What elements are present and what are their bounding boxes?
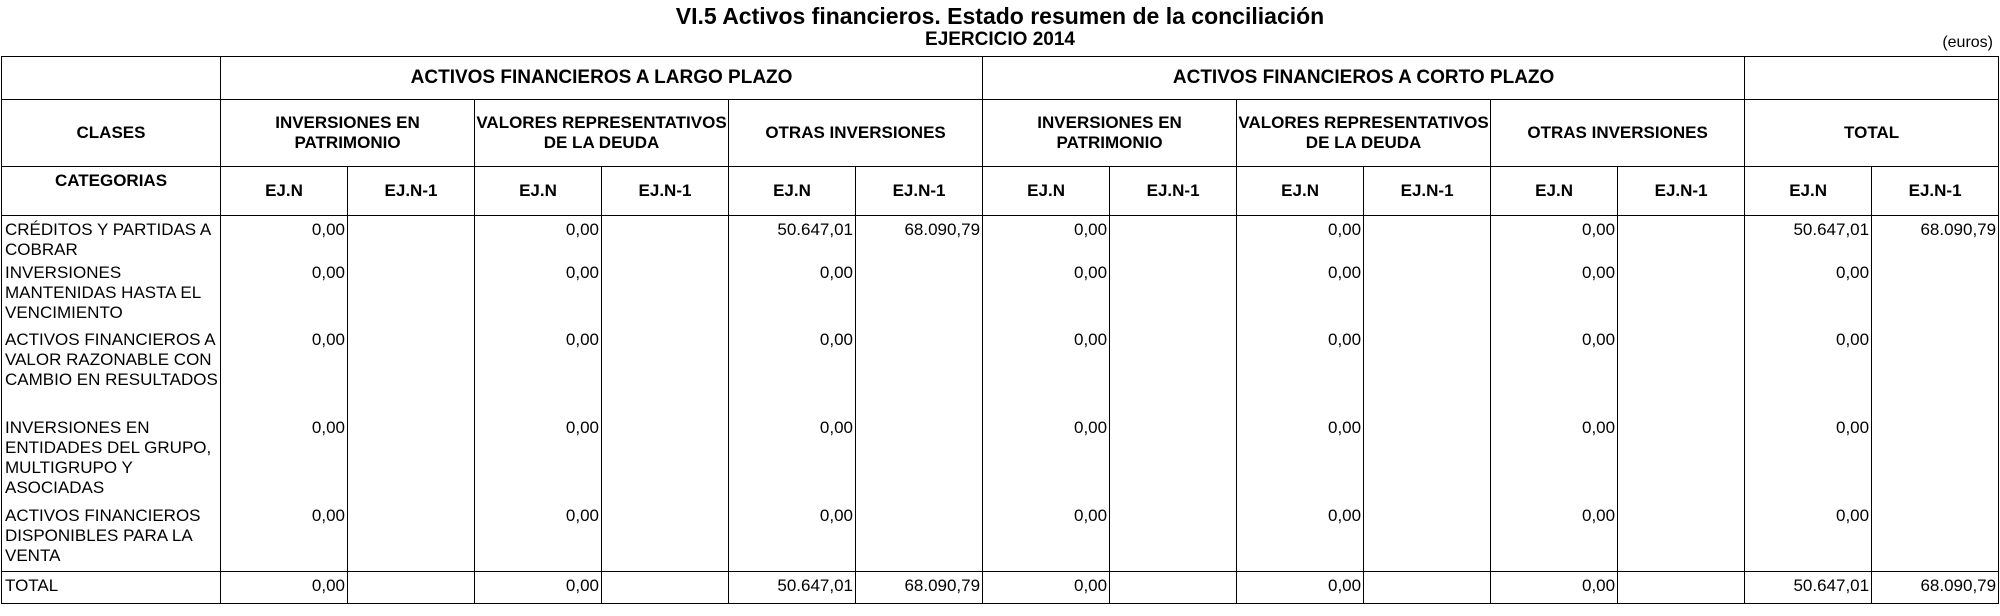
value-cell xyxy=(1364,505,1491,572)
value-cell: 50.647,01 xyxy=(1745,216,1872,262)
year-header: EJ.N xyxy=(1745,167,1872,216)
value-cell xyxy=(348,572,475,604)
year-header: EJ.N xyxy=(1237,167,1364,216)
value-cell xyxy=(1618,329,1745,417)
total-row xyxy=(2,572,1999,604)
value-cell xyxy=(1110,216,1237,262)
value-cell xyxy=(856,262,983,329)
row-label: TOTAL xyxy=(2,572,221,604)
value-cell: 0,00 xyxy=(1745,262,1872,329)
value-cell xyxy=(1618,505,1745,572)
class-header: INVERSIONES EN PATRIMONIO xyxy=(983,100,1237,167)
value-cell xyxy=(1618,417,1745,505)
value-cell xyxy=(602,417,729,505)
value-cell: 0,00 xyxy=(983,329,1110,417)
value-cell: 68.090,79 xyxy=(856,572,983,604)
value-cell: 0,00 xyxy=(729,262,856,329)
value-cell xyxy=(1872,505,1999,572)
value-cell: 0,00 xyxy=(1237,505,1364,572)
year-header: EJ.N xyxy=(1491,167,1618,216)
class-header: OTRAS INVERSIONES xyxy=(729,100,983,167)
year-header: EJ.N-1 xyxy=(1364,167,1491,216)
value-cell: 0,00 xyxy=(1491,216,1618,262)
value-cell: 0,00 xyxy=(475,417,602,505)
value-cell: 0,00 xyxy=(729,329,856,417)
group-header-largo-plazo: ACTIVOS FINANCIEROS A LARGO PLAZO xyxy=(221,57,983,100)
value-cell: 0,00 xyxy=(1491,505,1618,572)
year-header: EJ.N-1 xyxy=(348,167,475,216)
row-label: INVERSIONES EN ENTIDADES DEL GRUPO, MULTIGRUPO Y ASOCIADAS xyxy=(2,417,221,505)
value-cell: 0,00 xyxy=(221,329,348,417)
value-cell xyxy=(602,216,729,262)
value-cell: 0,00 xyxy=(1491,417,1618,505)
value-cell xyxy=(1872,329,1999,417)
value-cell: 0,00 xyxy=(221,417,348,505)
value-cell xyxy=(1872,262,1999,329)
value-cell: 0,00 xyxy=(475,505,602,572)
year-header: EJ.N xyxy=(983,167,1110,216)
value-cell: 0,00 xyxy=(1491,329,1618,417)
value-cell: 0,00 xyxy=(983,262,1110,329)
value-cell xyxy=(602,505,729,572)
value-cell: 0,00 xyxy=(983,572,1110,604)
value-cell xyxy=(348,329,475,417)
year-header: EJ.N xyxy=(475,167,602,216)
value-cell: 0,00 xyxy=(221,262,348,329)
value-cell: 0,00 xyxy=(1237,216,1364,262)
categorias-header: CATEGORIAS xyxy=(2,167,221,216)
table-row xyxy=(2,417,1999,505)
class-header: OTRAS INVERSIONES xyxy=(1491,100,1745,167)
value-cell: 0,00 xyxy=(221,216,348,262)
page-subtitle: EJERCICIO 2014 xyxy=(925,29,1075,50)
table-row xyxy=(2,216,1999,262)
class-header: INVERSIONES EN PATRIMONIO xyxy=(221,100,475,167)
value-cell: 68.090,79 xyxy=(1872,572,1999,604)
value-cell xyxy=(348,505,475,572)
value-cell xyxy=(856,417,983,505)
reconciliation-table xyxy=(1,56,1999,604)
value-cell: 0,00 xyxy=(1745,417,1872,505)
clases-header: CLASES xyxy=(2,100,221,167)
value-cell: 0,00 xyxy=(729,417,856,505)
value-cell xyxy=(1110,505,1237,572)
page-title: VI.5 Activos financieros. Estado resumen de la conciliación xyxy=(675,3,1325,29)
value-cell xyxy=(856,329,983,417)
value-cell xyxy=(348,216,475,262)
total-header: TOTAL xyxy=(1745,100,1999,167)
table-row xyxy=(2,329,1999,417)
value-cell: 0,00 xyxy=(1237,262,1364,329)
year-header: EJ.N xyxy=(729,167,856,216)
value-cell xyxy=(1110,329,1237,417)
value-cell xyxy=(1872,417,1999,505)
value-cell xyxy=(1364,417,1491,505)
value-cell: 0,00 xyxy=(983,417,1110,505)
value-cell xyxy=(348,417,475,505)
value-cell: 0,00 xyxy=(475,216,602,262)
year-header: EJ.N xyxy=(221,167,348,216)
value-cell: 0,00 xyxy=(1237,572,1364,604)
value-cell xyxy=(1364,216,1491,262)
value-cell xyxy=(1110,572,1237,604)
value-cell: 0,00 xyxy=(983,216,1110,262)
value-cell xyxy=(1618,572,1745,604)
value-cell xyxy=(602,329,729,417)
value-cell: 0,00 xyxy=(221,572,348,604)
group-header-total-blank xyxy=(1745,57,1999,100)
class-header: VALORES REPRESENTATIVOS DE LA DEUDA xyxy=(475,100,729,167)
value-cell: 0,00 xyxy=(221,505,348,572)
year-header: EJ.N-1 xyxy=(1872,167,1999,216)
value-cell xyxy=(1110,417,1237,505)
value-cell: 0,00 xyxy=(1237,329,1364,417)
value-cell: 0,00 xyxy=(475,329,602,417)
value-cell xyxy=(1364,572,1491,604)
value-cell xyxy=(602,572,729,604)
year-header: EJ.N-1 xyxy=(1618,167,1745,216)
value-cell xyxy=(1110,262,1237,329)
group-header-corto-plazo: ACTIVOS FINANCIEROS A CORTO PLAZO xyxy=(983,57,1745,100)
value-cell xyxy=(1618,262,1745,329)
value-cell xyxy=(1618,216,1745,262)
row-label: CRÉDITOS Y PARTIDAS A COBRAR xyxy=(2,216,221,262)
corner-cell xyxy=(2,57,221,100)
value-cell: 68.090,79 xyxy=(856,216,983,262)
value-cell: 0,00 xyxy=(475,262,602,329)
value-cell: 50.647,01 xyxy=(729,572,856,604)
year-header: EJ.N-1 xyxy=(602,167,729,216)
value-cell: 0,00 xyxy=(1491,572,1618,604)
value-cell xyxy=(856,505,983,572)
value-cell: 0,00 xyxy=(983,505,1110,572)
table-row xyxy=(2,262,1999,329)
class-header: VALORES REPRESENTATIVOS DE LA DEUDA xyxy=(1237,100,1491,167)
units-label: (euros) xyxy=(1942,34,1993,51)
value-cell: 0,00 xyxy=(1745,329,1872,417)
value-cell xyxy=(348,262,475,329)
value-cell xyxy=(1364,262,1491,329)
value-cell: 0,00 xyxy=(475,572,602,604)
row-label: ACTIVOS FINANCIEROS A VALOR RAZONABLE CON CAMBIO EN RESULTADOS xyxy=(2,329,221,417)
value-cell: 0,00 xyxy=(729,505,856,572)
value-cell: 0,00 xyxy=(1491,262,1618,329)
value-cell: 50.647,01 xyxy=(729,216,856,262)
year-header: EJ.N-1 xyxy=(856,167,983,216)
value-cell: 0,00 xyxy=(1237,417,1364,505)
value-cell: 50.647,01 xyxy=(1745,572,1872,604)
year-header: EJ.N-1 xyxy=(1110,167,1237,216)
value-cell: 68.090,79 xyxy=(1872,216,1999,262)
row-label: INVERSIONES MANTENIDAS HASTA EL VENCIMIENTO xyxy=(2,262,221,329)
row-label: ACTIVOS FINANCIEROS DISPONIBLES PARA LA VENTA xyxy=(2,505,221,572)
value-cell xyxy=(602,262,729,329)
value-cell: 0,00 xyxy=(1745,505,1872,572)
value-cell xyxy=(1364,329,1491,417)
table-row xyxy=(2,505,1999,572)
